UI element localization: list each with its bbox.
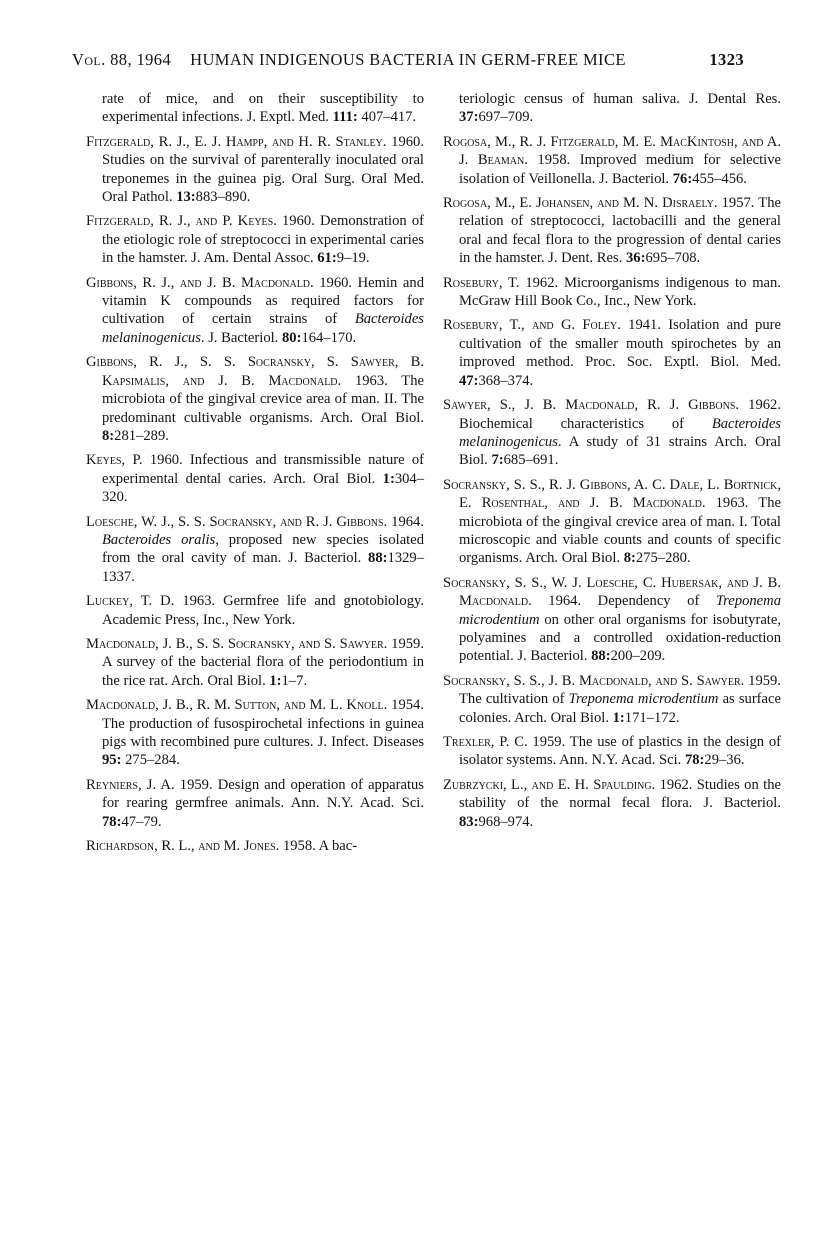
reference-authors: Zubrzycki, L., and E. H. Spaulding. <box>443 776 656 793</box>
reference-authors: Reyniers, J. A. <box>86 776 175 793</box>
reference-entry: Rosebury, T. 1962. Microorganisms indigenous to man. McGraw Hill Book Co., Inc., New York. <box>443 274 781 310</box>
reference-authors: Gibbons, R. J., and J. B. Macdonald. <box>86 274 314 291</box>
volume-number: 76: <box>672 170 693 187</box>
reference-entry: Keyes, P. 1960. Infectious and transmissible nature of experimental dental caries. Arch. Oral Biol. 1:304–320. <box>86 452 424 506</box>
reference-authors: Fitzgerald, R. J., and P. Keyes. <box>86 213 277 230</box>
reference-entry: Rosebury, T., and G. Foley. 1941. Isolation and pure cultivation of the smaller mouth spirochetes by an improved method. Proc. Soc. Exptl. Biol. Med. 47:368–374. <box>443 317 781 389</box>
reference-entry: Socransky, S. S., W. J. Loesche, C. Hubersak, and J. B. Macdonald. 1964. Dependency of Treponema microdentium on other oral organisms for isobutyrate, polyamines and a controlled oxidation-reduction potential. J. Bacteriol. 88:200–209. <box>443 574 781 665</box>
reference-entry: Socransky, S. S., R. J. Gibbons, A. C. Dale, L. Bortnick, E. Rosenthal, and J. B. Macdonald. 1963. The microbiota of the gingival crevice area of man. I. Total microscopic and viable counts and counts of specific organisms. Arch. Oral Biol. 8:275–280. <box>443 476 781 567</box>
reference-authors: Trexler, P. C. <box>443 734 528 750</box>
reference-entry: Zubrzycki, L., and E. H. Spaulding. 1962. Studies on the stability of the normal fecal flora. J. Bacteriol. 83:968–974. <box>443 776 781 830</box>
species-name: Treponema microdentium <box>568 691 719 708</box>
volume-number: 88: <box>368 550 388 567</box>
reference-entry: Gibbons, R. J., S. S. Socransky, S. Sawyer, B. Kapsimalis, and J. B. Macdonald. 1963. The microbiota of the gingival crevice area of man. II. The predominant cultivable organisms. Arch. Oral Biol. 8:281–289. <box>86 354 424 444</box>
reference-entry: Rogosa, M., R. J. Fitzgerald, M. E. MacKintosh, and A. J. Beaman. 1958. Improved medium for selective isolation of Veillonella. J. Bacteriol. 76:455–456. <box>443 133 781 187</box>
reference-authors: Rosebury, T. <box>443 274 520 291</box>
reference-authors: Rosebury, T., and G. Foley. <box>443 317 621 334</box>
reference-entry: Reyniers, J. A. 1959. Design and operation of apparatus for rearing germfree animals. Ann. N.Y. Acad. Sci. 78:47–79. <box>86 776 424 830</box>
species-name: Bacteroides oralis <box>102 531 216 548</box>
volume-number: 1: <box>612 709 625 726</box>
reference-authors: Keyes, P. <box>86 452 143 469</box>
volume-number: 36: <box>626 250 646 267</box>
reference-authors: Fitzgerald, R. J., E. J. Hampp, and H. R. Stanley. <box>86 133 387 150</box>
right-column <box>443 90 781 837</box>
volume-number: 78: <box>102 813 122 830</box>
volume-number: 8: <box>102 427 115 444</box>
reference-authors: Socransky, S. S., R. J. Gibbons, A. C. Dale, L. Bortnick, E. Rosenthal, and J. B. Macdonald. <box>443 476 781 512</box>
reference-entry: Trexler, P. C. 1959. The use of plastics in the design of isolator systems. Ann. N.Y. Acad. Sci. 78:29–36. <box>443 734 781 769</box>
reference-entry: Macdonald, J. B., S. S. Socransky, and S. Sawyer. 1959. A survey of the bacterial flora of the periodontium in the rice rat. Arch. Oral Biol. 1:1–7. <box>86 635 425 689</box>
reference-entry: Gibbons, R. J., and J. B. Macdonald. 1960. Hemin and vitamin K compounds as required factors for cultivation of certain strains of Bacteroides melaninogenicus. J. Bacteriol. 80:164–170. <box>86 274 424 346</box>
reference-entry: Socransky, S. S., J. B. Macdonald, and S. Sawyer. 1959. The cultivation of Treponema microdentium as surface colonies. Arch. Oral Biol. 1:171–172. <box>443 672 782 726</box>
reference-entry: Fitzgerald, R. J., E. J. Hampp, and H. R. Stanley. 1960. Studies on the survival of parenterally inoculated oral treponemes in the guinea pig. Oral Surg. Oral Med. Oral Pathol. 13:883–890. <box>86 133 425 206</box>
running-header <box>72 50 744 76</box>
volume-number: 13: <box>176 189 196 206</box>
species-name: Bacteroides melaninogenicus <box>459 415 781 450</box>
volume-number: 47: <box>459 372 479 389</box>
running-title: HUMAN INDIGENOUS BACTERIA IN GERM-FREE MICE <box>190 50 626 69</box>
right-reference-list <box>443 133 781 831</box>
reference-entry: Sawyer, S., J. B. Macdonald, R. J. Gibbons. 1962. Biochemical characteristics of Bacteroides melaninogenicus. A study of 31 strains Arch. Oral Biol. 7:685–691. <box>443 397 782 469</box>
page-number: 1323 <box>709 50 744 69</box>
reference-authors: Luckey, T. D. <box>86 593 175 610</box>
reference-authors: Loesche, W. J., S. S. Socransky, and R. J. Gibbons. <box>86 513 388 530</box>
reference-authors: Socransky, S. S., J. B. Macdonald, and S. Sawyer. <box>443 672 745 689</box>
left-reference-list <box>86 133 424 856</box>
volume-number: 83: <box>459 813 479 830</box>
reference-authors: Rogosa, M., E. Johansen, and M. N. Disraely. <box>443 195 718 212</box>
volume-number: 61: <box>317 250 337 267</box>
reference-entry: Richardson, R. L., and M. Jones. 1958. A bac- <box>86 838 358 855</box>
reference-authors: Gibbons, R. J., S. S. Socransky, S. Sawyer, B. Kapsimalis, and J. B. Macdonald. <box>86 354 424 389</box>
species-name: Treponema microdentium <box>459 593 781 628</box>
reference-authors: Macdonald, J. B., S. S. Socransky, and S. Sawyer. <box>86 635 388 652</box>
reference-authors: Rogosa, M., R. J. Fitzgerald, M. E. MacKintosh, and A. J. Beaman. <box>443 133 781 169</box>
reference-authors: Socransky, S. S., W. J. Loesche, C. Hubersak, and J. B. Macdonald. <box>443 574 781 610</box>
volume-label: Vol. 88, 1964 <box>72 50 172 69</box>
volume-number: 7: <box>491 452 504 469</box>
volume-number: 78: <box>684 752 705 769</box>
reference-entry: Luckey, T. D. 1963. Germfree life and gnotobiology. Academic Press, Inc., New York. <box>86 593 424 628</box>
volume-number: 1: <box>269 672 282 689</box>
species-name: Bacteroides melaninogenicus <box>102 311 424 346</box>
volume-number: 80: <box>281 329 302 346</box>
reference-entry: Loesche, W. J., S. S. Socransky, and R. J. Gibbons. 1964. Bacteroides oralis, proposed new species isolated from the oral cavity of man. J. Bacteriol. 88:1329–1337. <box>86 513 425 585</box>
reference-authors: Richardson, R. L., and M. Jones. <box>86 838 280 855</box>
reference-authors: Macdonald, J. B., R. M. Sutton, and M. L. Knoll. <box>86 697 388 714</box>
volume-number: 8: <box>623 550 636 567</box>
reference-entry: Macdonald, J. B., R. M. Sutton, and M. L. Knoll. 1954. The production of fusospirochetal infections in guinea pigs with recombined pure cultures. J. Infect. Diseases 95: 275–284. <box>86 697 425 769</box>
reference-continuation: rate of mice, and on their susceptibility to experimental infections. J. Exptl. Med. 111: 407–417. <box>102 91 424 126</box>
reference-continuation: teriologic census of human saliva. J. Dental Res. 37:697–709. <box>459 91 781 126</box>
left-column <box>86 90 424 861</box>
volume-number: 88: <box>591 648 611 665</box>
reference-entry: Rogosa, M., E. Johansen, and M. N. Disraely. 1957. The relation of streptococci, lactobacilli and the general oral and fecal flora to the progression of dental caries in the hamster. J. Dent. Res. 36:695–708. <box>443 195 781 267</box>
reference-entry: Fitzgerald, R. J., and P. Keyes. 1960. Demonstration of the etiologic role of streptococci in experimental caries in the hamster. J. Am. Dental Assoc. 61:9–19. <box>86 213 424 267</box>
volume-number: 95: <box>102 752 122 769</box>
reference-authors: Sawyer, S., J. B. Macdonald, R. J. Gibbons. <box>443 397 740 414</box>
volume-number: 1: <box>382 470 395 487</box>
